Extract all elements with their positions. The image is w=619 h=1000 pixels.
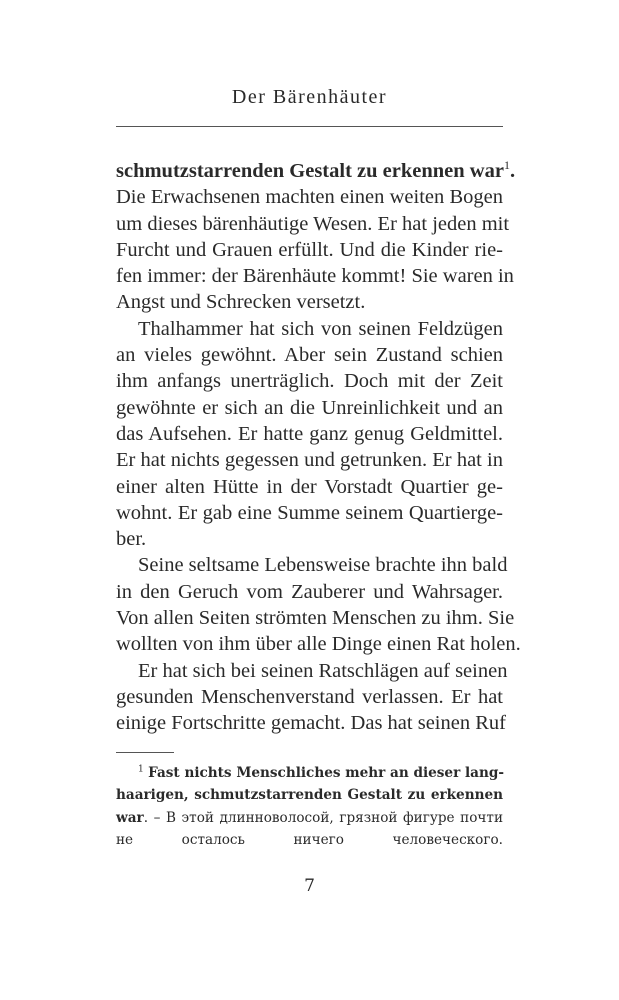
body-text: [116, 158, 521, 737]
footnote-bold: haarigen, schmutzstarrenden Gestalt zu erkennen: [116, 787, 503, 804]
running-header: Der Bärenhäuter: [231, 86, 388, 108]
text-line: einige Fortschritte gemacht. Das hat seinen Ruf: [116, 712, 506, 735]
bold-period: .: [509, 160, 516, 182]
footnote: [116, 762, 503, 851]
footnote-bold: war: [116, 809, 144, 826]
text-line: gewöhnte er sich an die Unreinlichkeit und an: [116, 396, 503, 419]
text-line: ihm anfangs unerträglich. Doch mit der Zeit: [116, 370, 503, 393]
footnote-bold: Fast nichts Menschliches mehr an dieser lang-: [148, 765, 504, 781]
text-line: das Aufsehen. Er hatte ganz genug Geldmittel.: [116, 422, 503, 445]
text-line: Furcht und Grauen erfüllt. Und die Kinder rie-: [116, 238, 503, 261]
text-line: [116, 158, 516, 184]
footnote-ref: 1: [503, 158, 510, 173]
footnote-line: [116, 784, 503, 806]
text-line: fen immer: der Bärenhäute kommt! Sie waren in: [116, 265, 514, 288]
footnote-rule: [116, 752, 174, 753]
text-line: Thalhammer hat sich von seinen Feldzügen: [138, 317, 503, 340]
text-line: in den Geruch vom Zauberer und Wahrsager.: [116, 580, 503, 603]
header-rule: [116, 126, 503, 127]
text-line: einer alten Hütte in der Vorstadt Quartier ge-: [116, 475, 503, 498]
footnote-line: не осталось ничего человеческого.: [116, 831, 503, 848]
text-line: um dieses bärenhäutige Wesen. Er hat jeden mit: [116, 212, 510, 235]
text-line: an vieles gewöhnt. Aber sein Zustand schien: [116, 344, 503, 367]
text-line: Er hat nichts gegessen und getrunken. Er hat in: [116, 449, 503, 472]
footnote-line: [116, 762, 503, 784]
footnote-line: [116, 807, 503, 829]
text-line: Angst und Schrecken versetzt.: [116, 291, 366, 314]
text-line: Von allen Seiten strömten Menschen zu ihm. Sie: [116, 607, 515, 630]
bold-phrase: schmutzstarrenden Gestalt zu erkennen war: [116, 160, 504, 182]
page-number: 7: [304, 876, 315, 896]
text-line: Seine seltsame Lebensweise brachte ihn bald: [138, 554, 508, 577]
footnote-marker: 1: [138, 764, 144, 775]
text-line: ber.: [116, 528, 147, 551]
text-line: Die Erwachsenen machten einen weiten Bogen: [116, 186, 503, 209]
text-line: gesunden Menschenverstand verlassen. Er hat: [116, 685, 503, 708]
text-line: wollten von ihm über alle Dinge einen Rat holen.: [116, 633, 521, 656]
footnote-translation: . – В этой длинноволосой, грязной фигуре почти: [143, 809, 503, 826]
text-line: Er hat sich bei seinen Ratschlägen auf seinen: [138, 659, 508, 682]
text-line: wohnt. Er gab eine Summe seinem Quartierge-: [116, 501, 503, 524]
